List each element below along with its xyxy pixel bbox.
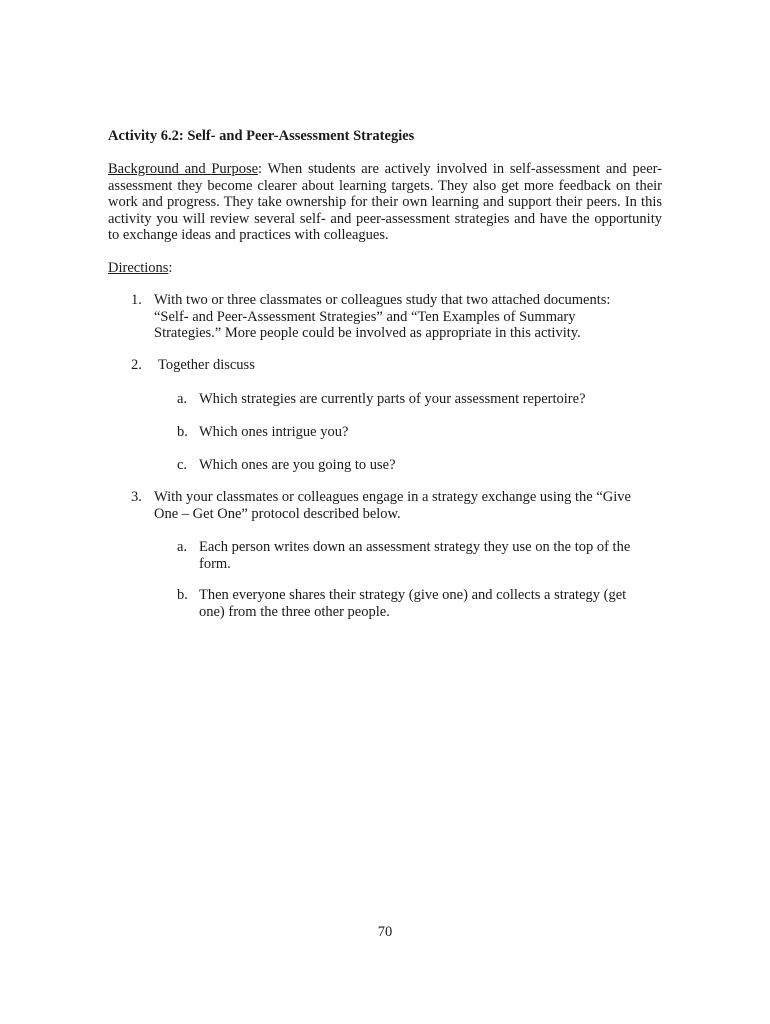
item-line: One – Get One” protocol described below. xyxy=(154,505,401,522)
subitem-line: Which ones are you going to use? xyxy=(199,457,396,473)
subitem-line: form. xyxy=(199,555,231,572)
directions-heading xyxy=(108,259,172,277)
background-text: : When students are actively involved in self-assessment and peer-assessment they become clearer about learning targets. They also get more feedback on their work and progress. They take ownership for their own learning and support their peers. In this activity you will review several self- and peer-assessment strategies and have the opportunity to exchange ideas and practices with colleagues. xyxy=(108,161,663,244)
subitem-line: Which strategies are currently parts of your assessment repertoire? xyxy=(199,391,586,407)
subitem-letter: a. xyxy=(177,539,188,555)
item-text xyxy=(158,357,255,374)
item-line: With your classmates or colleagues engage in a strategy exchange using the “Give xyxy=(154,489,631,505)
subitem-text xyxy=(199,539,630,572)
background-label: Background and Purpose xyxy=(108,161,259,177)
background-paragraph xyxy=(108,161,662,244)
page-number: 70 xyxy=(377,924,393,940)
item-line: Strategies.” More people could be involved as appropriate in this activity. xyxy=(154,325,581,342)
item-line: Together discuss xyxy=(158,357,255,373)
item-number: 3. xyxy=(131,489,142,505)
subitem-text xyxy=(199,457,396,474)
subitem-line: Then everyone shares their strategy (give one) and collects a strategy (get xyxy=(199,587,627,603)
subitem-line: Which ones intrigue you? xyxy=(199,424,349,440)
subitem-text xyxy=(199,424,348,441)
item-text xyxy=(154,489,631,522)
subitem-letter: c. xyxy=(177,457,188,473)
item-line: “Self- and Peer-Assessment Strategies” and “Ten Examples of Summary xyxy=(154,308,576,325)
item-line: With two or three classmates or colleagues study that two attached documents: xyxy=(154,292,611,308)
activity-title: Activity 6.2: Self- and Peer-Assessment Strategies xyxy=(108,128,415,144)
subitem-letter: b. xyxy=(177,424,188,440)
subitem-line: Each person writes down an assessment strategy they use on the top of the xyxy=(199,539,631,555)
subitem-line: one) from the three other people. xyxy=(199,603,390,620)
directions-suffix: : xyxy=(168,260,173,276)
item-text xyxy=(154,292,610,342)
directions-label: Directions xyxy=(108,260,169,276)
subitem-letter: a. xyxy=(177,391,188,407)
subitem-text xyxy=(199,587,626,620)
item-number: 1. xyxy=(131,292,142,308)
item-number: 2. xyxy=(131,357,142,373)
subitem-letter: b. xyxy=(177,587,188,603)
subitem-text xyxy=(199,391,586,408)
